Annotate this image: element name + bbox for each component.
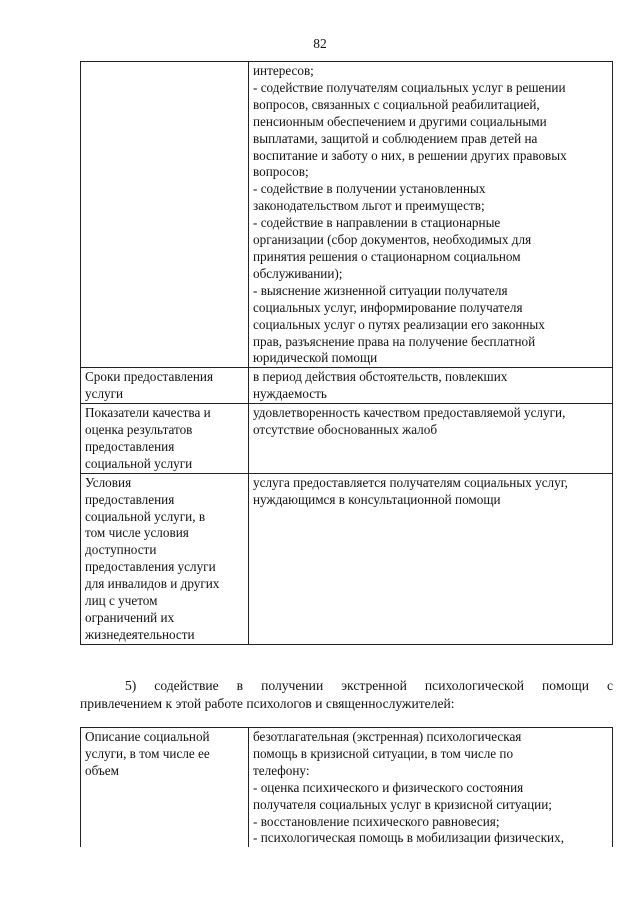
value-cell [249,728,613,848]
cell-text-line: предоставления услуги [85,559,216,575]
cell-text-line: помощь в кризисной ситуации, в том числе по [253,745,514,761]
page-number: 82 [313,36,327,51]
cell-text-line: - выяснение жизненной ситуации получателя [253,282,508,298]
cell-text-line: социальной услуги [85,455,193,471]
cell-text-line: прав, разъяснение права на получение бесплатной [253,333,536,349]
cell-text-line: Описание социальной [85,729,210,744]
cell-text-line: принятия решения о стационарном социальном [253,248,521,264]
cell-text-line: объем [85,762,119,778]
cell-text-line: организации (сбор документов, необходимых для [253,232,532,248]
cell-text-line: - оценка психического и физического состояния [253,779,524,795]
cell-text-line: в период действия обстоятельств, повлекших [253,369,508,385]
section-paragraph [80,677,613,713]
cell-text-line: лиц с учетом [85,593,158,609]
cell-text-line: телефону: [253,762,310,778]
cell-text-line: пенсионным обеспечением и другими социальными [253,113,547,129]
cell-text-line: услуги, в том числе ее [85,745,210,761]
cell-text-line: вопросов; [253,164,309,180]
value-cell [249,368,613,404]
cell-text-line: том числе условия [85,525,189,541]
cell-text-line: ограничений их [85,610,175,625]
table-row [81,62,613,368]
cell-text-line: выплатами, защитой и соблюдением прав детей на [253,130,538,146]
cell-text-line: получателя социальных услуг в кризисной ситуации; [253,796,552,812]
table-row [81,728,613,848]
cell-text-line: - содействие получателям социальных услуг в решении [253,79,566,95]
cell-text-line: безотлагательная (экстренная) психологическая [253,729,522,744]
cell-text-line: интересов; [253,63,314,78]
value-cell [249,404,613,474]
cell-text-line: удовлетворенность качеством предоставляемой услуги, [253,405,566,421]
label-cell [81,368,249,404]
cell-text-line: - восстановление психического равновесия; [253,813,500,829]
cell-text-line: Условия [85,474,132,490]
cell-text-line: юридической помощи [253,350,378,366]
cell-text-line: услуга предоставляется получателям социальных услуг, [253,474,568,490]
cell-text-line: оценка результатов [85,422,193,438]
cell-text-line: доступности [85,542,157,558]
cell-text-line: социальной услуги, в [85,508,206,524]
cell-text-line: жизнедеятельности [85,626,195,642]
cell-text-line: воспитание и заботу о них, в решении других правовых [253,147,567,163]
cell-text-line: - содействие в направлении в стационарные [253,215,501,231]
value-cell [249,62,613,368]
table-row [81,368,613,404]
paragraph-line-1: 5) содействие в получении экстренной психологической помощи с [125,678,613,693]
service-table-continued [80,61,613,645]
cell-text-line: предоставления [85,438,175,454]
cell-text-line: предоставления [85,491,175,507]
cell-text-line: - психологическая помощь в мобилизации физических, [253,830,564,846]
label-cell [81,62,249,368]
cell-text-line: законодательством льгот и преимуществ; [253,198,485,214]
label-cell [81,473,249,644]
cell-text-line: социальных услуг о путях реализации его законных [253,316,545,332]
cell-text-line: Сроки предоставления [85,369,214,385]
cell-text-line: обслуживании); [253,265,343,281]
paragraph-line-2: привлечением к этой работе психологов и священнослужителей: [80,696,455,711]
cell-text-line: нуждаемость [253,386,327,402]
table-row [81,404,613,474]
cell-text-line: услуги [85,386,124,402]
cell-text-line: вопросов, связанных с социальной реабилитацией, [253,96,540,112]
cell-text-line: социальных услуг, информирование получателя [253,299,523,315]
service-table-emergency-help [80,727,613,847]
cell-text-line: нуждающимся в консультационной помощи [253,491,501,507]
table-row [81,473,613,644]
label-cell [81,728,249,848]
cell-text-line: отсутствие обоснованных жалоб [253,422,438,438]
value-cell [249,473,613,644]
cell-text-line: для инвалидов и других [85,576,220,592]
cell-text-line: - содействие в получении установленных [253,181,486,197]
cell-text-line: Показатели качества и [85,405,211,421]
label-cell [81,404,249,474]
